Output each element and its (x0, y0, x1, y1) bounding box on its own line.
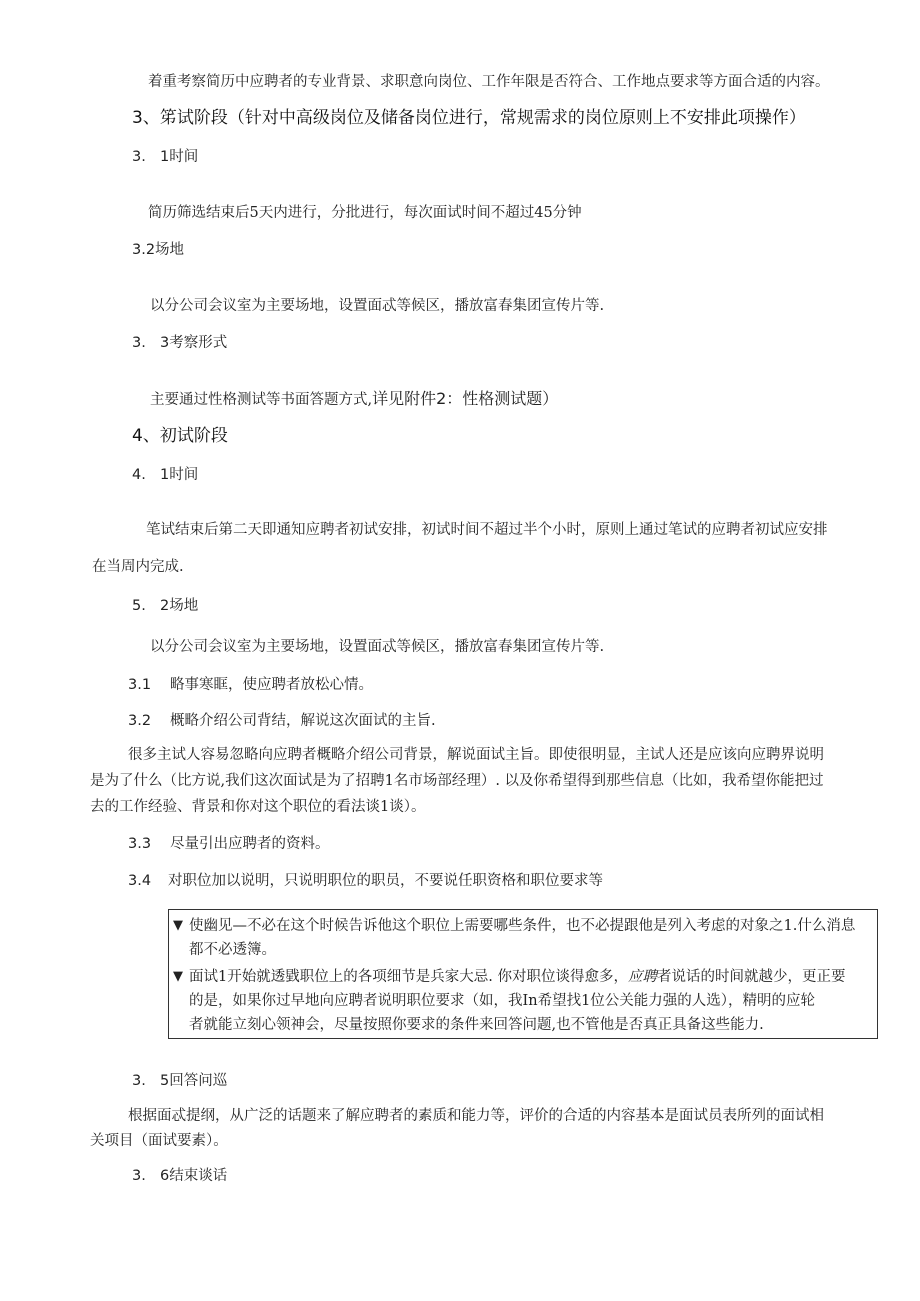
note-2-line-3: 者就能立刻心领神会，尽量按照你要求的条件来回答问题,也不管他是否真正具备这些能力. (189, 1017, 764, 1033)
s31-num: 3. (132, 149, 146, 165)
note-2 (173, 965, 871, 1037)
s35-line-1: 根据面忒提纲，从广泛的话题来了解应聘者的素质和能力等，评价的合适的内容基本是面试员表所列的面试相 (128, 1108, 824, 1124)
s32-heading: 3.2场地 (132, 242, 185, 258)
item-3-2-text: 概略介绍公司背结，解说这次面试的主旨. (170, 713, 436, 729)
s36-heading (132, 1166, 227, 1186)
s31-text: 简历筛选结束后5天内进行，分批进行，每次面试时间不超过45分钟 (148, 205, 582, 221)
s41-heading (132, 465, 198, 485)
s33-heading (132, 333, 227, 353)
s41-text-2: 在当周内完成. (92, 559, 184, 575)
note-2-italic-2: 聘 (642, 969, 657, 985)
item-3-2 (128, 711, 436, 731)
note-1 (173, 914, 871, 962)
s52-num: 5. (132, 598, 146, 614)
s35-num: 3. (132, 1073, 146, 1089)
s32-text: 以分公司会议室为主要场地，设置面忒等候区，播放富春集团宣传片等. (150, 298, 605, 314)
item-3-1 (128, 675, 373, 695)
section3-heading: 3、笫试阶段（针对中高级岗位及储备岗位进行，常规需求的岗位原则上不安排此项操作） (132, 108, 806, 128)
note-2-line-1b: 者说话的时间就越少，更正要 (656, 969, 846, 985)
s33-text-b: 详见附件2：性格测试题） (372, 389, 559, 408)
s35-heading (132, 1071, 227, 1091)
s52-text: 以分公司会议室为主要场地，设置面忒等候区，播放富春集团宣传片等. (150, 639, 605, 655)
s35-label: 5回答问巡 (160, 1073, 228, 1089)
item-3-3 (128, 834, 330, 854)
triangle-bullet-icon: ▼ (173, 918, 183, 933)
section4-heading: 4、初试阶段 (132, 426, 228, 446)
note-2-italic-1: 应 (627, 969, 643, 985)
note-2-line-1a: 面试1开始就透戥职位上的各项细节是兵家大忌. 你对职位谈得愈多， (189, 969, 628, 985)
item-3-4-text: 对职位加以说明，只说明职位的职员，不要说任职资格和职位要求等 (168, 873, 603, 889)
para-line-1: 很多主试人容易忽略向应聘者概略介绍公司背景，解说面试主旨。即使很明显，主试人还是应该向应聘界说明 (128, 747, 824, 763)
s41-num: 4. (132, 467, 146, 483)
s33-text-a: 主要通过性格测试等书面答题方式, (150, 392, 373, 408)
para-line-3: 去的工作经验、背景和你对这个职位的看法谈1谈）。 (90, 799, 426, 815)
note-1-line-1: 使幽见—不必在这个时候告诉他这个职位上需要哪些条件，也不必提跟他是列入考虑的对象之1.什么消息 (189, 918, 856, 934)
s36-label: 6结束谈话 (160, 1168, 228, 1184)
s31-label: 1时间 (160, 149, 199, 165)
item-3-1-num: 3.1 (128, 677, 152, 693)
para-line-2: 是为了什么（比方说,我们这次面试是为了招聘1名市场部经理）. 以及你希望得到那些信息（比如，我希望你能把过 (90, 773, 824, 789)
triangle-bullet-icon: ▼ (173, 969, 183, 984)
note-1-line-2: 都不必透簿。 (189, 942, 276, 958)
s35-line-2: 关项目（面试要素）。 (90, 1133, 228, 1149)
s41-text-1: 笔试结束后第二天即通知应聘者初试安排，初试时间不超过半个小时，原则上通过笔试的应聘者初试应安排 (146, 522, 828, 538)
s41-label: 1时间 (160, 467, 199, 483)
notes-box (168, 909, 878, 1039)
item-3-4-num: 3.4 (128, 873, 152, 889)
s33-label: 3考察形式 (160, 335, 228, 351)
note-2-line-2: 的是，如果你过早地向应聘者说明职位要求（如，我In希望找1位公关能力强的人选），精明的应轮 (189, 993, 816, 1009)
item-3-3-text: 尽量引出应聘者的资料。 (170, 836, 330, 852)
s36-num: 3. (132, 1168, 146, 1184)
s33-text (150, 389, 558, 410)
s33-num: 3. (132, 335, 146, 351)
item-3-4 (128, 871, 603, 891)
intro-line: 着重考察简历中应聘者的专业背景、求职意向岗位、工作年限是否符合、工作地点要求等方面合适的内容。 (148, 74, 830, 90)
item-3-3-num: 3.3 (128, 836, 152, 852)
s52-heading (132, 596, 198, 616)
s31-heading (132, 147, 198, 167)
item-3-1-text: 略事寒眶，使应聘者放松心情。 (170, 677, 373, 693)
s52-label: 2场地 (160, 598, 199, 614)
item-3-2-num: 3.2 (128, 713, 152, 729)
